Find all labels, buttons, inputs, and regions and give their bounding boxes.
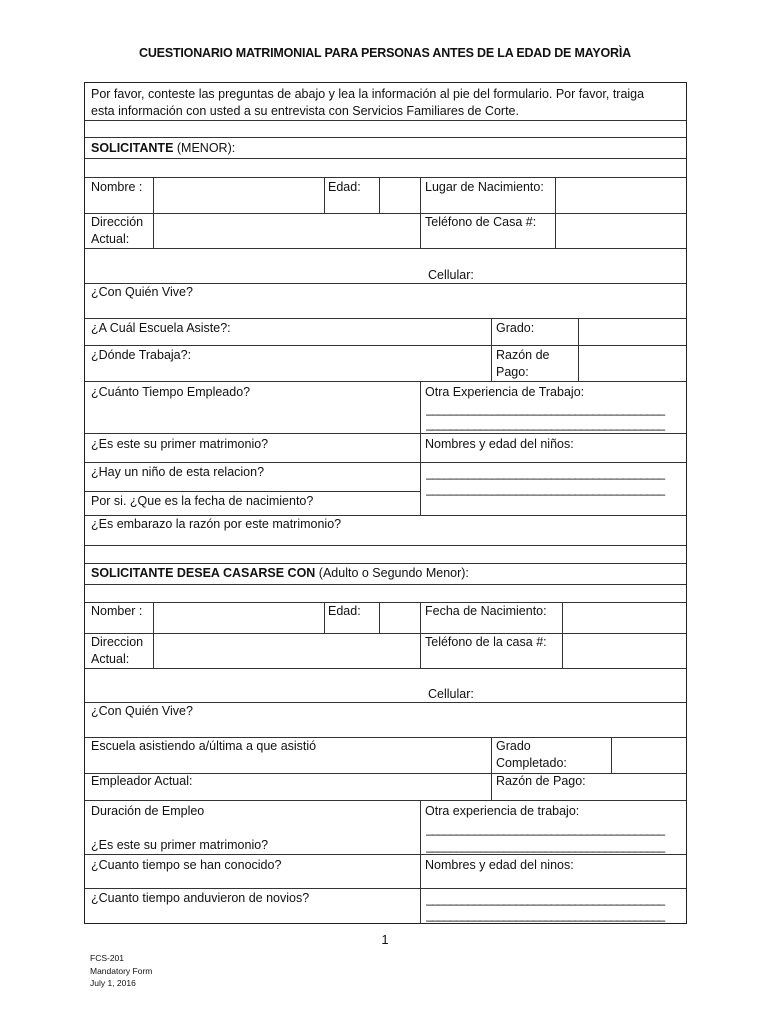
nombres-ninos-label: Nombres y edad del niños: <box>425 437 574 451</box>
direccion-label-2b: Actual: <box>91 652 130 666</box>
nombre-label: Nombre : <box>91 180 143 194</box>
col-divider <box>379 177 380 213</box>
otra-experiencia-label: Otra Experiencia de Trabajo: <box>425 385 585 399</box>
row-divider <box>85 888 686 889</box>
row-divider <box>85 177 686 178</box>
blank-line: ________________________________________ <box>426 908 665 922</box>
blank-line: ________________________________________ <box>426 402 665 416</box>
fecha-nacimiento-label-2: Fecha de Nacimiento: <box>425 604 547 618</box>
telefono-casa-label-2: Teléfono de la casa #: <box>425 635 547 649</box>
nomber-label: Nomber : <box>91 604 143 618</box>
tiempo-novios-label: ¿Cuanto tiempo anduvieron de novios? <box>91 891 310 905</box>
questionnaire-form <box>84 82 687 924</box>
row-divider <box>85 381 686 382</box>
primer-matrimonio-label-2: ¿Es este su primer matrimonio? <box>91 838 269 852</box>
col-divider <box>611 737 612 773</box>
row-divider <box>85 137 686 138</box>
row-divider <box>85 120 686 121</box>
row-divider <box>85 213 686 214</box>
direccion-label-2: Actual: <box>91 232 130 246</box>
razon-pago-label-2: Razón de Pago: <box>496 774 586 788</box>
row-divider <box>85 462 686 463</box>
lugar-nacimiento-label: Lugar de Nacimiento: <box>425 180 544 194</box>
empleador-label: Empleador Actual: <box>91 774 193 788</box>
blank-line: ________________________________________ <box>426 892 665 906</box>
col-divider <box>562 602 563 668</box>
nombres-ninos-label-2: Nombres y edad del ninos: <box>425 858 574 872</box>
con-quien-vive-label: ¿Con Quién Vive? <box>91 285 193 299</box>
tiempo-conocido-label: ¿Cuanto tiempo se han conocido? <box>91 858 282 872</box>
blank-line: ________________________________________ <box>426 417 665 431</box>
cellular-label: Cellular: <box>428 268 474 282</box>
col-divider <box>379 602 380 633</box>
razon-pago-label-1: Razón de <box>496 348 550 362</box>
row-divider <box>85 854 686 855</box>
col-divider <box>420 381 421 515</box>
form-code: FCS-201 <box>90 953 125 963</box>
col-divider <box>420 800 421 923</box>
grado-label: Grado: <box>496 321 535 335</box>
blank-line: ________________________________________ <box>426 822 665 836</box>
con-quien-vive-label-2: ¿Con Quién Vive? <box>91 704 193 718</box>
col-divider <box>153 602 154 668</box>
edad-label-2: Edad: <box>328 604 361 618</box>
direccion-label-2a: Direccion <box>91 635 144 649</box>
row-divider <box>85 318 686 319</box>
section2-heading-bold: SOLICITANTE DESEA CASARSE CON <box>91 566 316 580</box>
blank-line: ________________________________________ <box>426 839 665 853</box>
otra-experiencia-label-2: Otra experiencia de trabajo: <box>425 804 580 818</box>
document-title: CUESTIONARIO MATRIMONIAL PARA PERSONAS ANTES DE LA EDAD DE MAYORÌA <box>139 46 631 60</box>
col-divider <box>324 177 325 213</box>
section2-heading <box>91 565 469 583</box>
telefono-casa-label: Teléfono de Casa #: <box>425 215 537 229</box>
primer-matrimonio-label: ¿Es este su primer matrimonio? <box>91 437 269 451</box>
edad-label: Edad: <box>328 180 361 194</box>
direccion-label-1: Dirección <box>91 215 144 229</box>
row-divider <box>85 345 686 346</box>
row-divider <box>85 158 686 159</box>
row-divider <box>85 545 686 546</box>
tiempo-empleado-label: ¿Cuánto Tiempo Empleado? <box>91 385 251 399</box>
footer <box>90 952 152 990</box>
intro-line-1: Por favor, conteste las preguntas de abajo y lea la información al pie del formulario. Por favor, traiga <box>91 87 645 101</box>
row-divider <box>85 602 686 603</box>
section1-heading-rest: (MENOR): <box>173 141 236 155</box>
intro-line-2: esta información con usted a su entrevista con Servicios Familiares de Corte. <box>91 104 519 118</box>
form-type: Mandatory Form <box>90 965 153 976</box>
col-divider <box>491 318 492 381</box>
escuela-label-2: Escuela asistiendo a/última a que asistió <box>91 739 317 753</box>
grado-label-2b: Completado: <box>496 756 567 770</box>
col-divider <box>491 737 492 800</box>
row-divider <box>85 563 686 564</box>
section1-heading-bold: SOLICITANTE <box>91 141 174 155</box>
razon-pago-label-2: Pago: <box>496 365 529 379</box>
nino-relacion-label: ¿Hay un niño de esta relacion? <box>91 465 265 479</box>
row-divider <box>85 668 686 669</box>
donde-trabaja-label: ¿Dónde Trabaja?: <box>91 348 192 362</box>
row-divider <box>85 800 686 801</box>
row-divider <box>85 633 686 634</box>
row-divider <box>85 491 420 492</box>
fecha-nacimiento-label: Por si. ¿Que es la fecha de nacimiento? <box>91 494 314 508</box>
duracion-empleo-label: Duración de Empleo <box>91 804 205 818</box>
section2-heading-rest: (Adulto o Segundo Menor): <box>315 566 469 580</box>
cellular-label-2: Cellular: <box>428 687 474 701</box>
row-divider <box>85 248 686 249</box>
grado-label-2a: Grado <box>496 739 531 753</box>
blank-line: ________________________________________ <box>426 482 665 496</box>
escuela-label: ¿A Cuál Escuela Asiste?: <box>91 321 231 335</box>
section1-heading <box>91 140 235 158</box>
blank-line: ________________________________________ <box>426 466 665 480</box>
form-date: July 1, 2016 <box>90 978 136 988</box>
embarazo-label: ¿Es embarazo la razón por este matrimonio? <box>91 517 342 531</box>
row-divider <box>85 433 686 434</box>
col-divider <box>420 602 421 668</box>
col-divider <box>324 602 325 633</box>
page-number: 1 <box>381 932 389 947</box>
col-divider <box>578 318 579 381</box>
row-divider <box>85 584 686 585</box>
